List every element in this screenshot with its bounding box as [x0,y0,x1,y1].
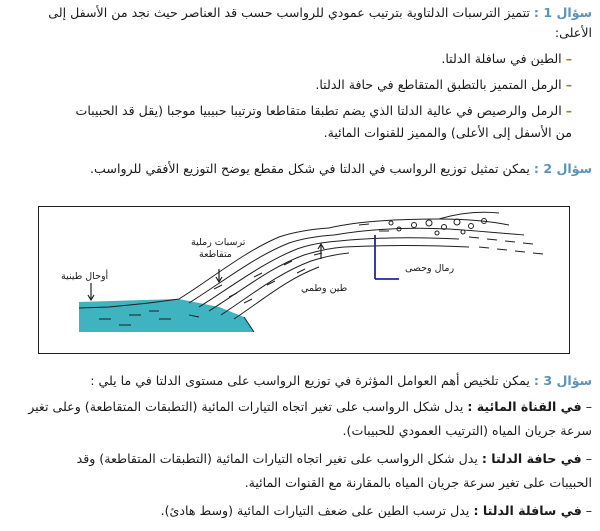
q1-item-clay [8,50,572,67]
q1-item-text: الطين في سافلة الدلتا. [441,51,562,66]
q3-channel-line-1 [8,398,592,415]
q1-item-sand [8,76,572,93]
base-text: يدل ترسب الطين على ضعف التيارات المائية (وسط هادئ). [160,503,470,518]
q1-text: تتميز الترسبات الدلتاوية بترتيب عمودي للرواسب حسب قد العناصر حيث نجد من الأسفل إلى [48,5,530,20]
q3-base-line [8,502,592,519]
label-cross-sand-1: ترسبات رملية [191,237,246,248]
q1-item-text: من الأسفل إلى الأعلى) والمميز للقنوات المائية. [323,125,572,140]
sand-gravel-pointer [375,235,399,279]
bullet-dash: – [581,451,592,466]
front-text: يدل شكل الرواسب على تغير اتجاه التيارات المائية (التطبقات المتقاطعة) وقد [76,451,478,466]
q3-front-line-1 [8,450,592,467]
q1-text-cont: الأعلى: [554,25,592,40]
front-title: في حافة الدلتا : [481,451,582,466]
label-mud: أوحال طينية [61,271,109,282]
delta-cross-section-diagram [38,206,570,354]
q2-text: يمكن تمثيل توزيع الرواسب في الدلتا في شكل مقطع يوضح التوزيع الأفقي للرواسب. [90,161,530,176]
label-clay-silt: طين وطمي [301,283,348,294]
q3-label: سؤال 3 : [533,373,592,388]
bullet-dash: – [565,51,572,66]
q3-line [8,372,592,389]
label-cross-sand-2: متقاطعة [199,249,232,260]
q1-item-gravel [8,102,572,119]
q3-intro: يمكن تلخيص أهم العوامل المؤثرة في توزيع الرواسب على مستوى الدلتا في ما يلي : [90,373,530,388]
bullet-dash: – [565,77,572,92]
q2-label: سؤال 2 : [533,161,592,176]
bullet-dash: – [565,103,572,118]
gravel-pebbles [389,219,487,236]
q1-line-2 [8,24,592,41]
label-sand-gravel: رمال وحصى [405,263,455,274]
bullet-dash: – [581,399,592,414]
channel-text-cont: سرعة جريان المياه (الترتيب العمودي للحبيبات). [342,423,592,438]
base-title: في سافلة الدلتا : [473,503,582,518]
q1-item-text: الرمل المتميز بالتطبق المتقاطع في حافة الدلتا. [315,77,562,92]
channel-text: يدل شكل الرواسب على تغير اتجاه التيارات المائية (التطبقات المتقاطعة) وعلى تغير [28,399,464,414]
q1-label: سؤال 1 : [533,5,592,20]
delta-section-svg [39,207,569,353]
channel-title: في القناة المائية : [467,399,582,414]
q1-line-1 [8,4,592,21]
q2-line [8,160,592,177]
water-body [79,299,254,332]
front-text-cont: الحبيبات على تغير سرعة جريان المياه بالمقارنة مع القنوات المائية. [244,475,592,490]
q3-channel-line-2 [8,422,592,439]
q1-item-gravel-cont [8,124,572,141]
topset-layers [329,212,524,247]
q1-item-text: الرمل والرصيص في عالية الدلتا الذي يضم تطبقا متقاطعا وترتيبا حبيبيا موجبا (يقل قد الحبيبات [75,103,562,118]
bullet-dash: – [581,503,592,518]
q3-front-line-2 [8,474,592,491]
